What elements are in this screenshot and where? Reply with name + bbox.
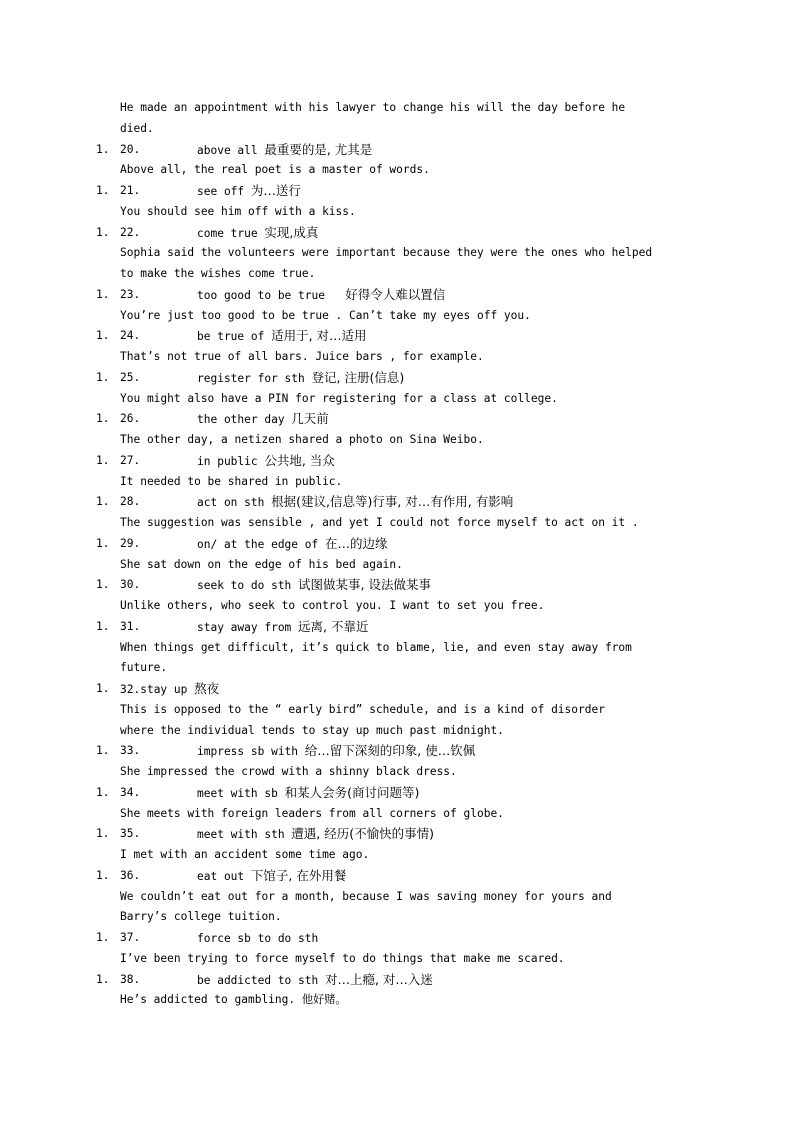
entry-term xyxy=(197,223,318,245)
entry-heading xyxy=(0,451,794,472)
list-number: 1. xyxy=(96,682,110,695)
example-sentence: You’re just too good to be true . Can’t take my eyes off you. xyxy=(120,308,531,322)
entry-term xyxy=(197,140,372,162)
entry-term xyxy=(197,409,329,431)
phrase-term: the other day xyxy=(197,413,292,427)
entry-index: 23. xyxy=(120,287,141,301)
entry-heading xyxy=(0,928,794,949)
phrase-term: above all xyxy=(197,143,265,157)
entry-heading xyxy=(0,492,794,513)
entry-index: 25. xyxy=(120,370,141,384)
example-sentence: Unlike others, who seek to control you. I want to set you free. xyxy=(120,599,545,612)
example-sentence: You might also have a PIN for registering for a class at college. xyxy=(120,391,558,405)
entry-heading xyxy=(0,679,794,700)
list-number: 1. xyxy=(96,453,110,467)
example-sentence: She sat down on the edge of his bed again. xyxy=(120,557,403,571)
list-number: 1. xyxy=(96,495,110,509)
example-sentence: Above all, the real poet is a master of words. xyxy=(120,163,430,177)
example-sentence: I’ve been trying to force myself to do things that make me scared. xyxy=(120,951,565,965)
entry-heading xyxy=(0,741,794,762)
entry-term xyxy=(197,181,301,203)
example-sentence: It needed to be shared in public. xyxy=(120,474,343,488)
phrase-meaning: 给…留下深刻的印象, 使…钦佩 xyxy=(304,743,476,759)
list-number: 1. xyxy=(96,578,110,592)
phrase-meaning: 好得令人难以置信 xyxy=(345,286,446,302)
phrase-term: force sb to do sth xyxy=(197,932,319,945)
entry-heading xyxy=(0,575,794,596)
phrase-meaning: 登记, 注册(信息) xyxy=(311,369,405,385)
entry-index: 30. xyxy=(120,578,141,592)
entry-heading xyxy=(0,223,794,244)
example-sentence: That’s not true of all bars. Juice bars , for example. xyxy=(120,350,484,363)
phrase-meaning: 根据(建议,信息等)行事, 对…有作用, 有影响 xyxy=(271,494,514,510)
entry-heading xyxy=(0,783,794,804)
entry-term xyxy=(197,285,445,307)
phrase-term: act on sth xyxy=(197,496,272,510)
entry-term xyxy=(197,741,475,763)
phrase-term: in public xyxy=(197,454,265,468)
entry-index: 35. xyxy=(120,827,141,841)
entry-heading xyxy=(0,534,794,555)
entry-index: 37. xyxy=(120,931,141,944)
entry-heading xyxy=(0,368,794,389)
phrase-term: be addicted to sth xyxy=(197,973,325,987)
example-sentence: He made an appointment with his lawyer to change his will the day before he xyxy=(120,101,626,114)
entry-term xyxy=(197,492,513,514)
entry-index: 28. xyxy=(120,495,141,509)
example-sentence: to make the wishes come true. xyxy=(120,267,316,280)
phrase-term: stay away from xyxy=(197,620,299,634)
entry-index: 21. xyxy=(120,184,141,197)
phrase-term: meet with sth xyxy=(197,828,292,842)
example-sentence: future. xyxy=(120,661,168,675)
example-sentence: The suggestion was sensible , and yet I could not force myself to act on it . xyxy=(120,516,639,529)
entry-term xyxy=(197,783,419,805)
entry-heading xyxy=(0,181,794,202)
entry-index: 26. xyxy=(120,412,141,426)
entry-term xyxy=(197,928,318,950)
entry-heading xyxy=(0,409,794,430)
example-sentence: He’s addicted to gambling. 他好赌。 xyxy=(120,993,347,1007)
list-number: 1. xyxy=(96,370,110,384)
list-number: 1. xyxy=(96,142,110,156)
entry-heading xyxy=(0,970,794,991)
phrase-meaning: 最重要的是, 尤其是 xyxy=(264,141,373,157)
phrase-term: meet with sb xyxy=(197,786,285,800)
list-number: 1. xyxy=(96,931,110,944)
entry-index: 32. xyxy=(120,683,141,696)
example-sentence: Sophia said the volunteers were important because they were the ones who helped xyxy=(120,246,653,260)
entry-term xyxy=(197,617,369,639)
example-sentence: We couldn’t eat out for a month, because I was saving money for yours and xyxy=(120,889,612,903)
phrase-meaning: 熬夜 xyxy=(194,681,220,696)
example-sentence: When things get difficult, it’s quick to blame, lie, and even stay away from xyxy=(120,640,632,654)
entry-index: 24. xyxy=(120,329,141,343)
phrase-term: on/ at the edge of xyxy=(197,537,325,551)
phrase-meaning: 几天前 xyxy=(291,411,329,427)
phrase-meaning: 试图做某事, 设法做某事 xyxy=(298,577,431,593)
entry-term xyxy=(197,970,433,992)
document-page xyxy=(0,98,794,1011)
list-number: 1. xyxy=(96,785,110,799)
entry-term xyxy=(197,368,404,390)
entry-term xyxy=(197,451,335,473)
entry-term xyxy=(120,679,219,701)
entry-term xyxy=(197,824,434,846)
entry-index: 22. xyxy=(120,225,141,239)
phrase-term: come true xyxy=(197,226,265,240)
entry-heading xyxy=(0,617,794,638)
entry-index: 31. xyxy=(120,619,141,633)
example-sentence: Barry’s college tuition. xyxy=(120,910,282,924)
phrase-meaning: 为…送行 xyxy=(250,183,301,198)
phrase-term: register for sth xyxy=(197,371,312,385)
example-sentence: I met with an accident some time ago. xyxy=(120,848,370,861)
list-number: 1. xyxy=(96,225,110,239)
entry-index: 20. xyxy=(120,142,141,156)
entry-heading xyxy=(0,285,794,306)
phrase-meaning: 下馆子, 在外用餐 xyxy=(250,867,347,883)
entry-heading xyxy=(0,866,794,887)
example-sentence: This is opposed to the “ early bird” schedule, and is a kind of disorder xyxy=(120,702,605,716)
phrase-term: stay up xyxy=(140,683,195,696)
phrase-meaning: 和某人会务(商讨问题等) xyxy=(284,784,420,800)
entry-index: 33. xyxy=(120,744,141,758)
list-number: 1. xyxy=(96,619,110,633)
list-number: 1. xyxy=(96,536,110,550)
list-number: 1. xyxy=(96,329,110,343)
phrase-meaning: 在…的边缘 xyxy=(324,535,388,551)
phrase-meaning: 遭遇, 经历(不愉快的事情) xyxy=(291,826,434,842)
list-number: 1. xyxy=(96,287,110,301)
phrase-meaning: 对…上瘾, 对…入迷 xyxy=(324,971,433,987)
entry-term xyxy=(197,866,346,888)
list-number: 1. xyxy=(96,868,110,882)
entry-heading xyxy=(0,140,794,161)
example-sentence: The other day, a netizen shared a photo on Sina Weibo. xyxy=(120,433,484,446)
example-sentence: died. xyxy=(120,121,154,135)
phrase-term: too good to be true xyxy=(197,288,346,302)
entry-index: 34. xyxy=(120,785,141,799)
phrase-term: seek to do sth xyxy=(197,579,299,593)
entry-index: 29. xyxy=(120,536,141,550)
list-number: 1. xyxy=(96,972,110,986)
phrase-meaning: 远离, 不靠近 xyxy=(298,618,369,634)
example-sentence: She impressed the crowd with a shinny black dress. xyxy=(120,765,457,778)
list-number: 1. xyxy=(96,827,110,841)
example-sentence: You should see him off with a kiss. xyxy=(120,204,356,218)
phrase-term: see off xyxy=(197,185,251,198)
entry-term xyxy=(197,326,367,348)
entry-index: 27. xyxy=(120,453,141,467)
example-sentence: where the individual tends to stay up much past midnight. xyxy=(120,723,504,737)
entry-term xyxy=(197,575,431,597)
list-number: 1. xyxy=(96,184,110,197)
entry-heading xyxy=(0,824,794,845)
phrase-meaning: 适用于, 对…适用 xyxy=(271,328,367,344)
phrase-meaning: 实现,成真 xyxy=(264,224,319,240)
example-sentence: She meets with foreign leaders from all corners of globe. xyxy=(120,806,504,820)
entry-heading xyxy=(0,326,794,347)
entry-term xyxy=(197,534,388,556)
phrase-term: impress sb with xyxy=(197,745,305,759)
list-number: 1. xyxy=(96,412,110,426)
phrase-term: eat out xyxy=(197,869,251,883)
phrase-meaning: 公共地, 当众 xyxy=(264,452,335,468)
phrase-term: be true of xyxy=(197,330,272,344)
list-number: 1. xyxy=(96,744,110,758)
entry-index: 38. xyxy=(120,972,141,986)
entry-index: 36. xyxy=(120,868,141,882)
